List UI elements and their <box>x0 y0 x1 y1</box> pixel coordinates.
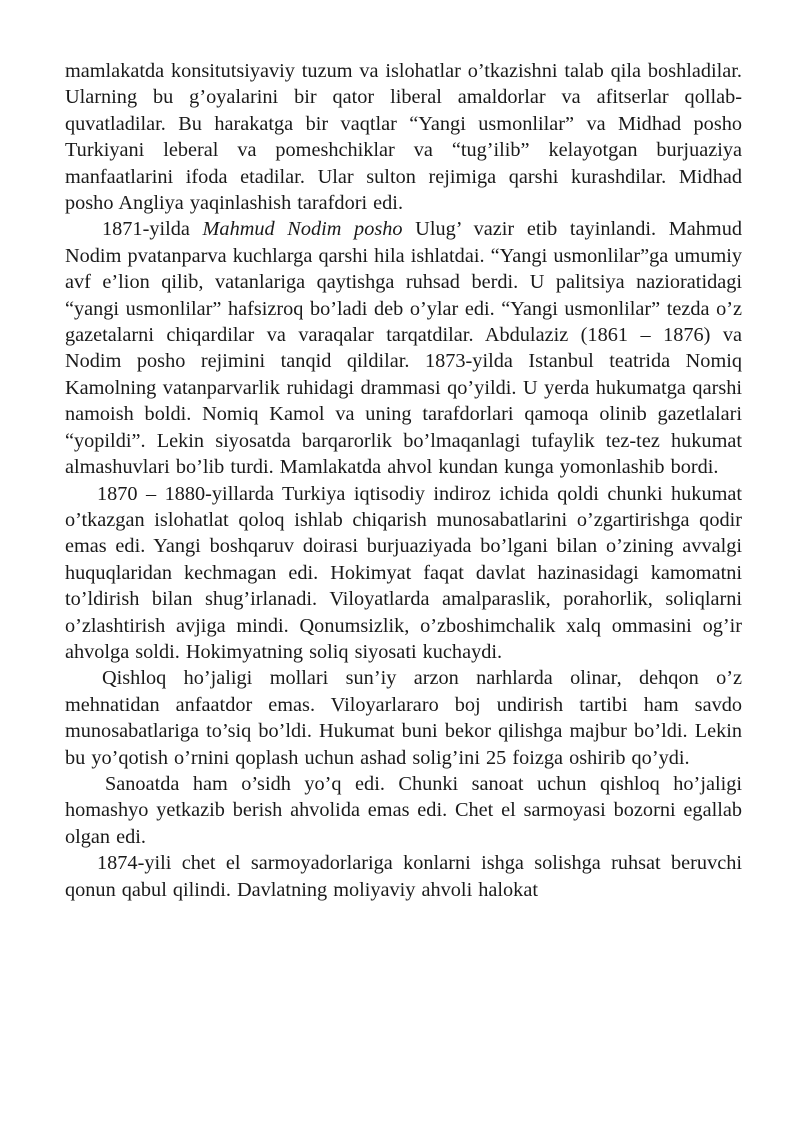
paragraph-4: Qishloq ho’jaligi mollari sun’iy arzon narhlarda olinar, dehqon o’z mehnatidan anfaatdor emas. Viloyarlararo boj undirish tartibi ham savdo munosabatlariga to’siq bo’ldi. Hukumat buni bekor qilishga majbur bo’ldi. Lekin bu yo’qotish o’rnini qoplash uchun ashad solig’ini 25 foizga oshirib qo’ydi. <box>65 667 742 769</box>
paragraph-2-lead: 1871-yilda <box>102 218 203 241</box>
paragraph-1: mamlakatda konsitutsiyaviy tuzum va islohatlar o’tkazishni talab qila boshladilar. Ularning bu g’oyalarini bir qator liberal amaldorlar va afitserlar qollab-quvatladilar. Bu harakatga bir vaqtlar “Yangi usmonlilar” va Midhad posho Turkiyani leberal va pomeshchiklar va “tug’ilib” kelayotgan burjuaziya manfaatlarini ifoda etadilar. Ular sulton rejimiga qarshi kurashdilar. Midhad posho Angliya yaqinlashish tarafdori edi. <box>65 60 742 215</box>
paragraph-6: 1874-yili chet el sarmoyadorlariga konlarni ishga solishga ruhsat beruvchi qonun qabul qilindi. Davlatning moliyaviy ahvoli halokat <box>65 852 742 901</box>
paragraph-3: 1870 – 1880-yillarda Turkiya iqtisodiy indiroz ichida qoldi chunki hukumat o’tkazgan islohatlat qoloq ishlab chiqarish munosabatlarini o’zgartirishga qodir emas edi. Yangi boshqaruv doirasi burjuaziyada bo’lgani bilan o’zining avvalgi huquqlaridan kechmagan edi. Hokimyat faqat davlat hazinasidagi kamomatni to’ldirish bilan shug’irlanadi. Viloyatlarda amalparaslik, porahorlik, soliqlarni o’zlashtirish avjiga mindi. Qonumsizlik, o’zboshimchalik xalq ommasini og’ir ahvolga soldi. Hokimyatning soliq siyosati kuchaydi. <box>65 482 742 663</box>
paragraph-5: Sanoatda ham o’sidh yo’q edi. Chunki sanoat uchun qishloq ho’jaligi homashyo yetkazib berish ahvolida emas edi. Chet el sarmoyasi bozorni egallab olgan edi. <box>65 772 742 848</box>
paragraph-2-body: Ulug’ vazir etib tayinlandi. Mahmud Nodim pvatanparva kuchlarga qarshi hila ishlatdai. “Yangi usmonlilar”ga umumiy avf e’lion qilib, vatanlariga qaytishga ruhsad berdi. U palitsiya nazioratidagi “yangi usmonlilar” hafsizroq bo’ladi deb o’ylar edi. “Yangi usmonlilar” tezda o’z gazetalarni chiqardilar va varaqalar tarqatdilar. Abdulaziz (1861 – 1876) va Nodim posho rejimini tanqid qildilar. 1873-yilda Istanbul teatrida Nomiq Kamolning vatanparvarlik ruhidagi drammasi qo’yildi. U yerda hukumatga qarshi namoish boldi. Nomiq Kamol va uning tarafdorlari qamoqa olinib gazetlalari “yopildi”. Lekin siyosatda barqarorlik bo’lmaqanlagi tufaylik tez-tez hukumat almashuvlari bo’lib turdi. Mamlakatda ahvol kundan kunga yomonlashib bordi. <box>65 218 742 479</box>
document-page <box>65 58 742 903</box>
paragraph-2-italic-name: Mahmud Nodim posho <box>202 218 403 241</box>
paragraph-2 <box>65 216 742 480</box>
